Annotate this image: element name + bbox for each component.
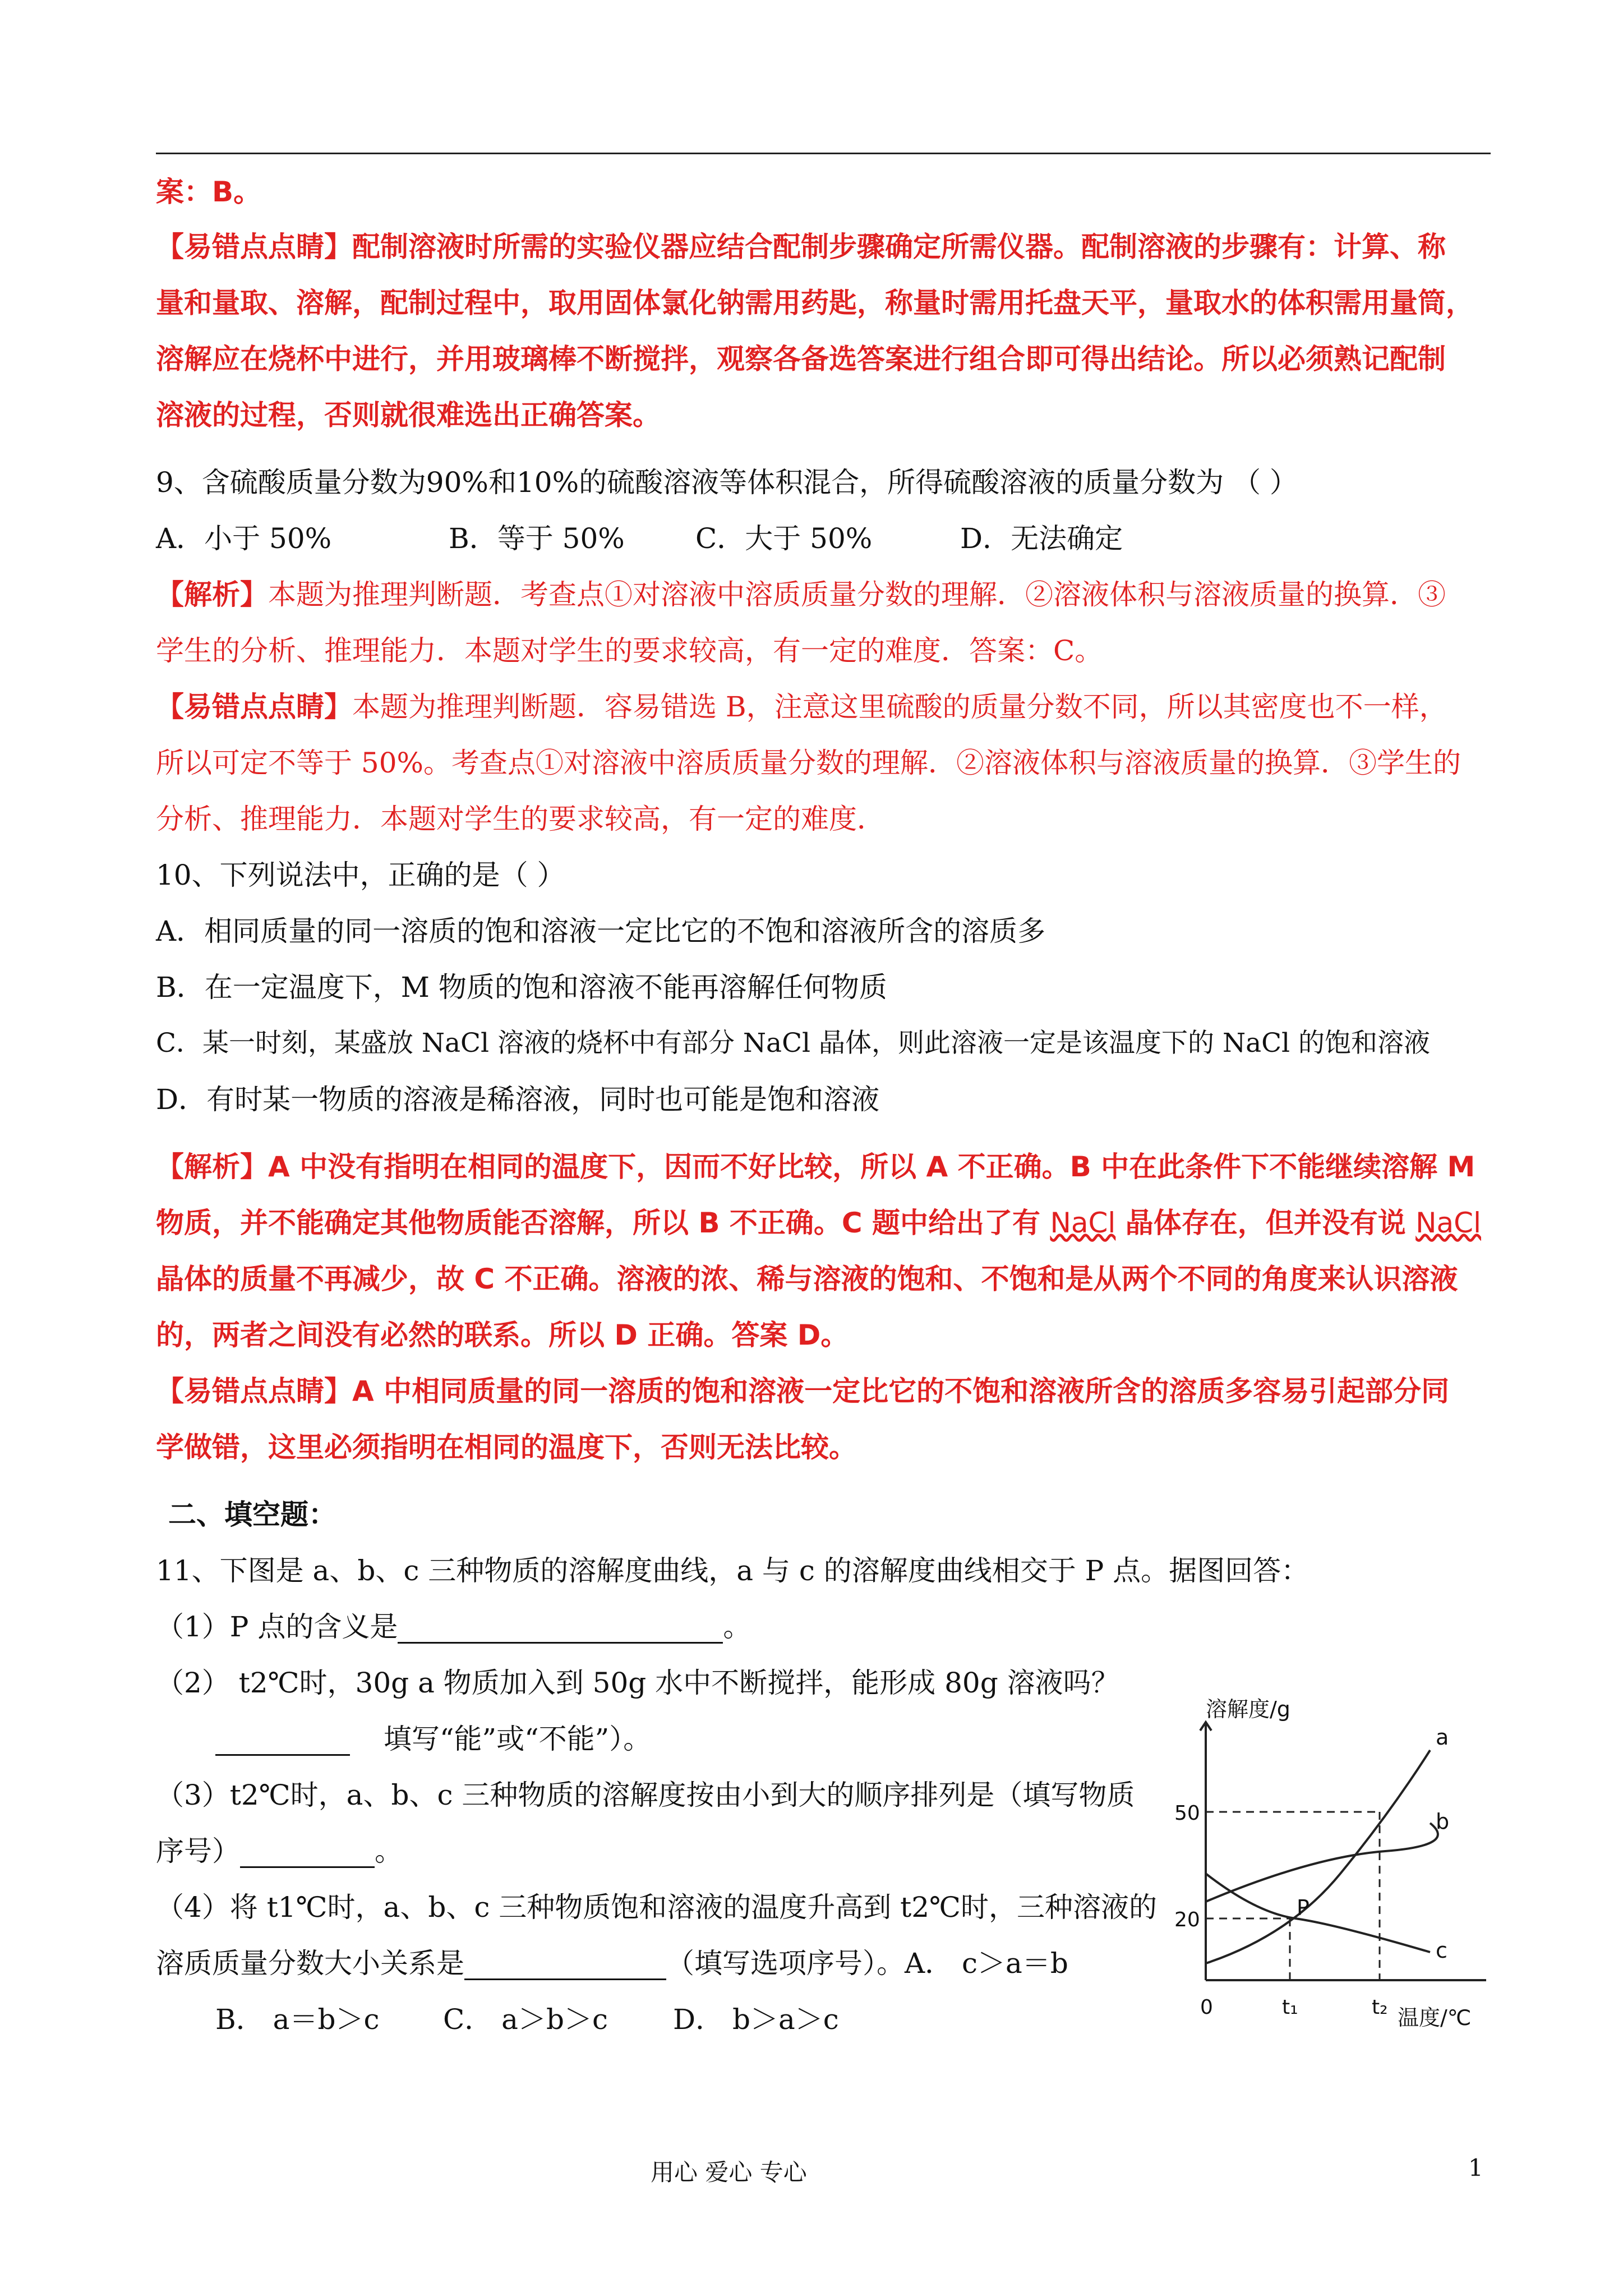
q11-part4-text: 溶质质量分数大小关系是	[156, 1947, 464, 1980]
answer-blank[interactable]	[215, 1726, 350, 1756]
analysis-text: A 中没有指明在相同的温度下，因而不好比较，所以 A 不正确。B 中在此条件下不能继续溶解 M	[268, 1151, 1476, 1183]
nacl-term: NaCl	[1415, 1207, 1481, 1239]
error-tip-8	[156, 230, 1446, 264]
answer-blank[interactable]	[464, 1950, 666, 1980]
analysis-10-line2	[156, 1206, 1481, 1240]
curve-c	[1206, 1874, 1430, 1952]
q11-part1	[156, 1610, 751, 1644]
q11-part4-options: （填写选项序号）。A． c＞a＝b	[666, 1947, 1068, 1980]
curve-a-label: a	[1436, 1725, 1449, 1750]
tip-text: 本题为推理判断题．容易错选 B，注意这里硫酸的质量分数不同，所以其密度也不一样，	[352, 691, 1447, 723]
q10-option-c: C．某一时刻，某盛放 NaCl 溶液的烧杯中有部分 NaCl 晶体，则此溶液一定是该温度下的 NaCl 的饱和溶液	[156, 1028, 1431, 1059]
answer-blank[interactable]	[240, 1838, 375, 1868]
header-rule	[156, 153, 1491, 154]
q11-part2: （2） t2℃时，30g a 物质加入到 50g 水中不断搅拌，能形成 80g 溶液吗？	[156, 1667, 1119, 1699]
error-tip-8-line4: 溶液的过程，否则就很难选出正确答案。	[156, 399, 661, 431]
analysis-tag: 【解析】	[156, 578, 268, 611]
q9-option-d: D．无法确定	[960, 522, 1123, 555]
q9-option-c: C．大于 50%	[695, 522, 873, 555]
t1-label: t₁	[1282, 1996, 1298, 2019]
curve-c-label: c	[1436, 1938, 1447, 1963]
error-tip-8-line2: 量和量取、溶解，配制过程中，取用固体氯化钠需用药匙，称量时需用托盘天平，量取水的体积需用量筒，	[156, 287, 1474, 319]
error-tip-10-line2: 学做错，这里必须指明在相同的温度下，否则无法比较。	[156, 1431, 857, 1464]
y-axis-label: 溶解度/g	[1206, 1697, 1290, 1722]
error-tip-10	[156, 1374, 1449, 1408]
q11-option-d: D． b＞a＞c	[673, 2003, 839, 2036]
curve-b-label: b	[1436, 1809, 1450, 1834]
tip-tag: 【易错点点睛】	[156, 231, 352, 263]
q11-option-c: C． a＞b＞c	[443, 2003, 608, 2036]
point-p-label: P	[1297, 1895, 1310, 1920]
page-number: 1	[1468, 2154, 1483, 2182]
error-tip-9-line2: 所以可定不等于 50%。考查点①对溶液中溶质质量分数的理解．②溶液体积与溶液质量的换算．③学生的	[156, 747, 1461, 779]
question-11: 11、下图是 a、b、c 三种物质的溶解度曲线，a 与 c 的溶解度曲线相交于 P 点。据图回答：	[156, 1554, 1310, 1587]
analysis-10-line3: 晶体的质量不再减少，故 C 不正确。溶液的浓、稀与溶液的饱和、不饱和是从两个不同的角度来认识溶液	[156, 1263, 1458, 1295]
q11-part3-text: 序号）	[156, 1835, 240, 1867]
question-10: 10、下列说法中，正确的是（ ）	[156, 859, 565, 891]
solubility-graph	[1172, 1688, 1497, 2036]
q11-part4-line2	[156, 1947, 1068, 1980]
analysis-10	[156, 1150, 1475, 1184]
q9-option-a: A．小于 50%	[156, 522, 332, 555]
y-tick-50: 50	[1174, 1802, 1200, 1825]
analysis-text: 本题为推理判断题．考查点①对溶液中溶质质量分数的理解．②溶液体积与溶液质量的换算．③	[268, 578, 1446, 611]
tip-text: 配制溶液时所需的实验仪器应结合配制步骤确定所需仪器。配制溶液的步骤有：计算、称	[352, 231, 1446, 263]
q11-option-b: B． a＝b＞c	[215, 2003, 380, 2036]
q11-part4: （4）将 t1℃时，a、b、c 三种物质饱和溶液的温度升高到 t2℃时，三种溶液的	[156, 1891, 1157, 1924]
error-tip-9	[156, 690, 1447, 724]
analysis-10-line4: 的，两者之间没有必然的联系。所以 D 正确。答案 D。	[156, 1319, 849, 1351]
curve-a	[1206, 1750, 1430, 1963]
tip-tag: 【易错点点睛】	[156, 1375, 352, 1407]
footer-motto: 用心 爱心 专心	[651, 2159, 807, 2186]
q11-part1-text: （1）P 点的含义是	[156, 1611, 398, 1643]
origin-label: 0	[1200, 1996, 1213, 2019]
q11-part3-line2	[156, 1834, 403, 1868]
q11-part2-answer	[215, 1722, 651, 1756]
t2-label: t₂	[1372, 1996, 1388, 2019]
section-heading: 二、填空题：	[168, 1498, 336, 1531]
nacl-term: NaCl	[1050, 1207, 1116, 1239]
q11-part3: （3）t2℃时，a、b、c 三种物质的溶解度按由小到大的顺序排列是（填写物质	[156, 1779, 1135, 1811]
q9-option-b: B．等于 50%	[449, 522, 625, 555]
q11-part1-end: 。	[723, 1611, 751, 1643]
analysis-tag: 【解析】	[156, 1151, 268, 1183]
analysis-9-line2: 学生的分析、推理能力．本题对学生的要求较高，有一定的难度．答案：C。	[156, 634, 1103, 667]
analysis-text: 晶体存在，但并没有说	[1115, 1207, 1416, 1239]
analysis-text: 物质，并不能确定其他物质能否溶解，所以 B 不正确。C 题中给出了有	[156, 1207, 1050, 1239]
q11-part2-hint: 填写“能”或“不能”）。	[384, 1723, 652, 1755]
q10-option-b: B．在一定温度下，M 物质的饱和溶液不能再溶解任何物质	[156, 971, 887, 1004]
question-9: 9、含硫酸质量分数为90%和10%的硫酸溶液等体积混合，所得硫酸溶液的质量分数为 （ ）	[156, 466, 1298, 499]
error-tip-8-line3: 溶解应在烧杯中进行，并用玻璃棒不断搅拌，观察各备选答案进行组合即可得出结论。所以必须熟记配制	[156, 343, 1446, 375]
error-tip-9-line3: 分析、推理能力．本题对学生的要求较高，有一定的难度．	[156, 803, 885, 835]
answer-line: 案：B。	[156, 176, 262, 208]
q10-option-a: A．相同质量的同一溶质的饱和溶液一定比它的不饱和溶液所含的溶质多	[156, 915, 1046, 947]
q11-part3-end: 。	[375, 1835, 403, 1867]
analysis-9	[156, 578, 1446, 611]
answer-blank[interactable]	[398, 1614, 723, 1644]
tip-text: A 中相同质量的同一溶质的饱和溶液一定比它的不饱和溶液所含的溶质多容易引起部分同	[352, 1375, 1450, 1407]
curve-b	[1206, 1823, 1438, 1902]
tip-tag: 【易错点点睛】	[156, 691, 352, 723]
x-axis-label: 温度/℃	[1398, 2005, 1472, 2030]
q10-option-d: D．有时某一物质的溶液是稀溶液，同时也可能是饱和溶液	[156, 1083, 880, 1116]
y-tick-20: 20	[1174, 1908, 1200, 1931]
